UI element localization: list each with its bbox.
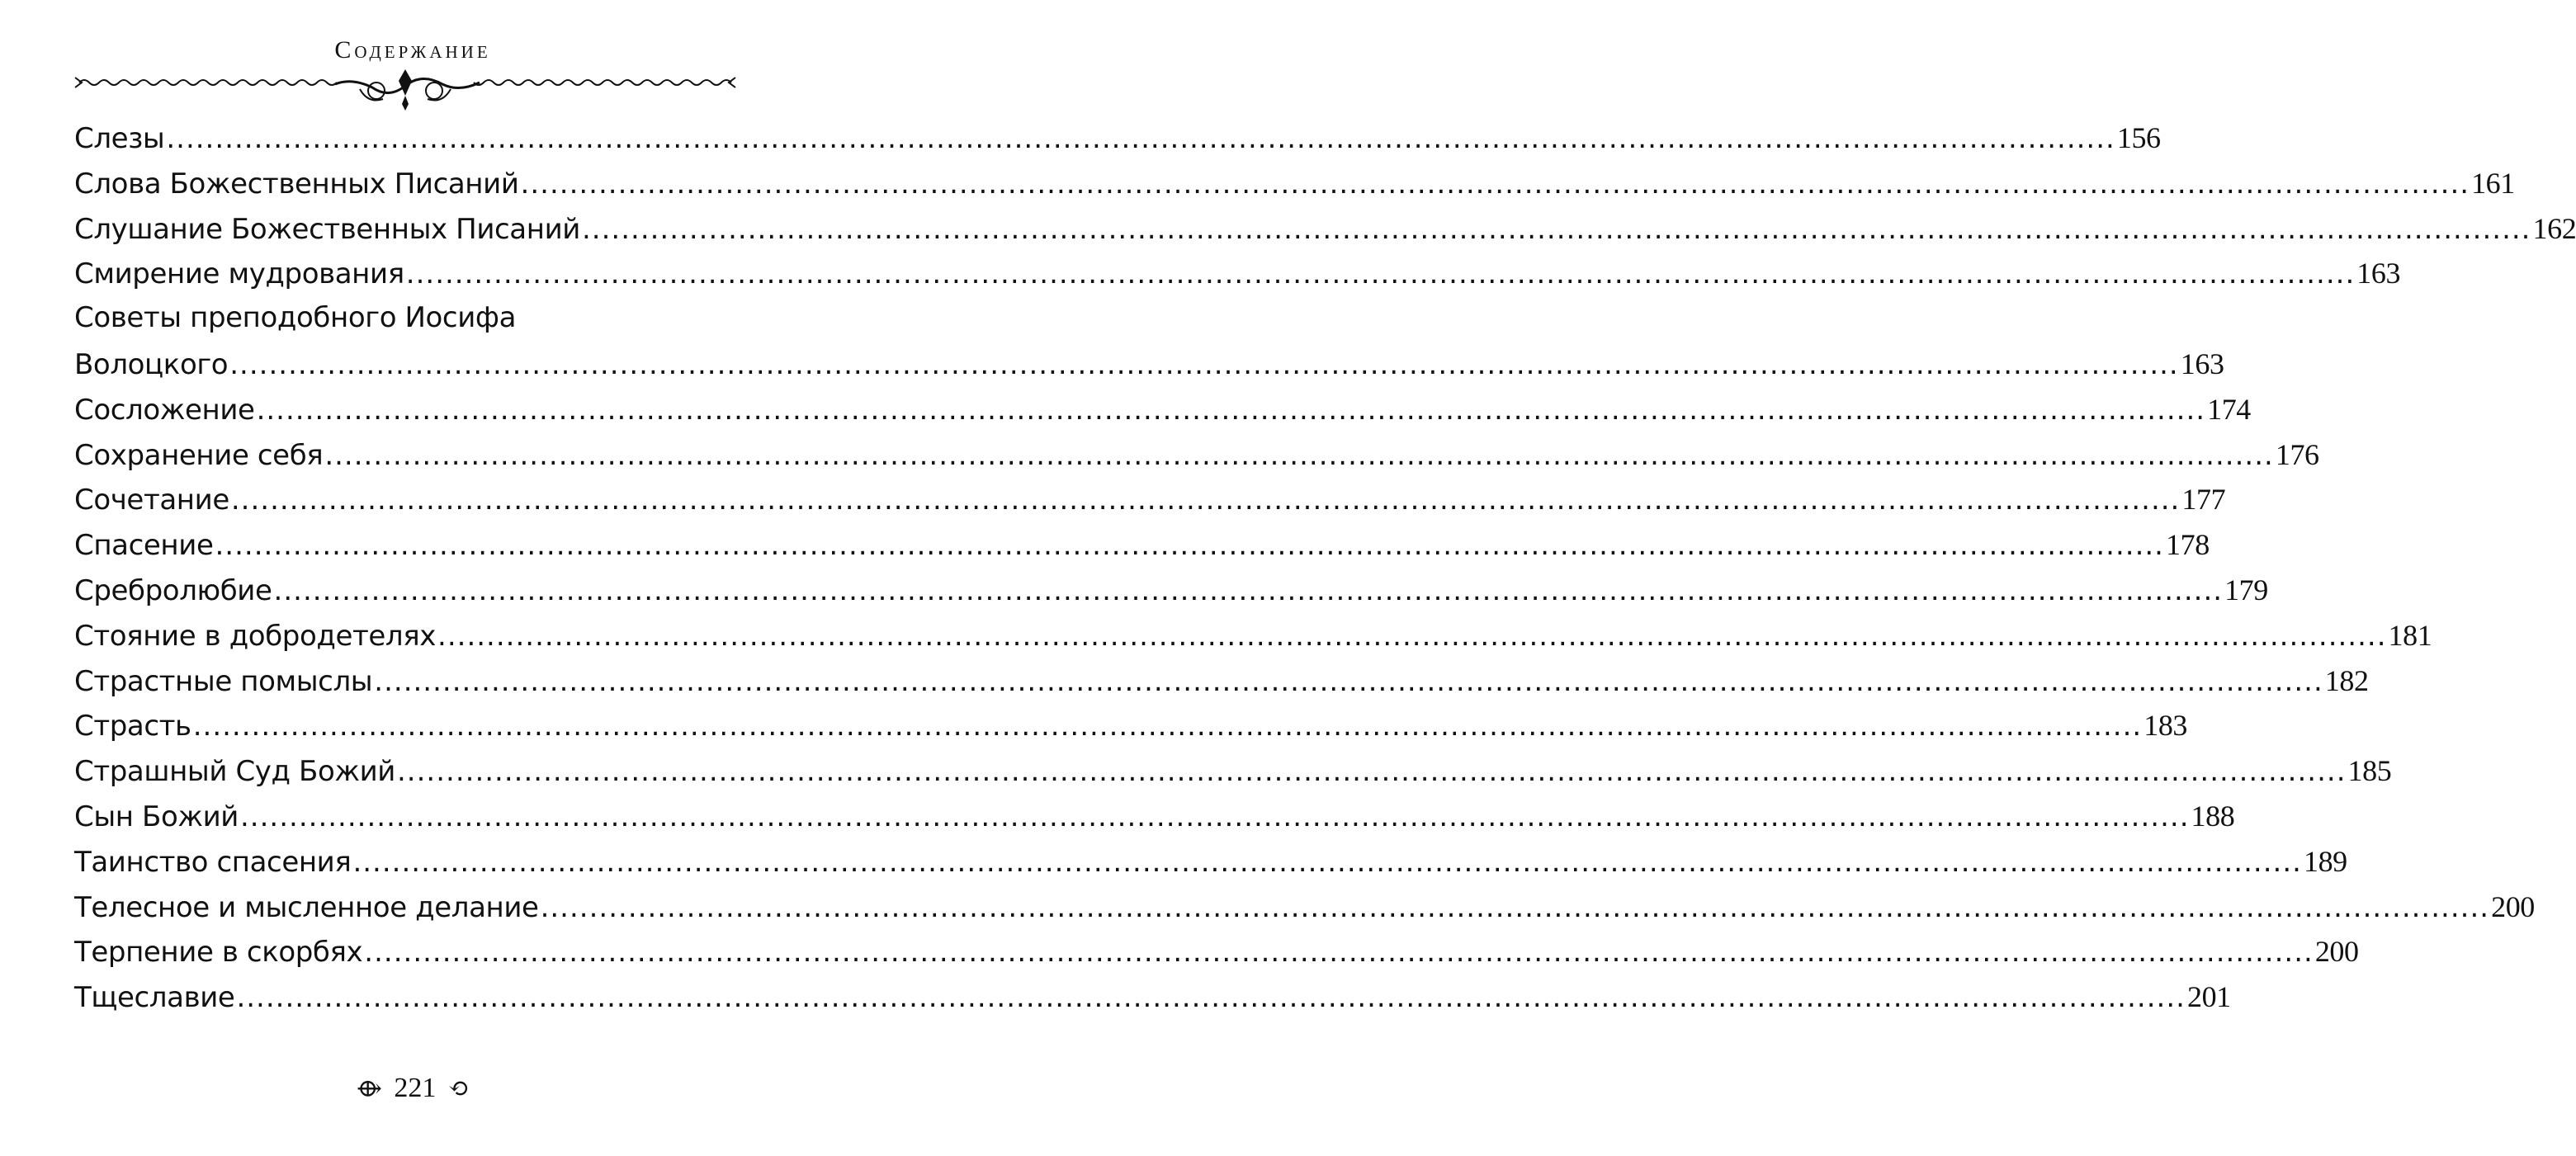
dot-leader: ........................................................................................................................................................................................................ (374, 664, 2323, 698)
dot-leader: ........................................................................................................................................................................................................ (230, 484, 2181, 517)
toc-entry-page: 185 (2347, 754, 2392, 788)
toc-entry-title: Телесное и мысленное делание (74, 890, 539, 924)
dot-leader: ........................................................................................................................................................................................................ (273, 573, 2224, 607)
toc-entry-page: 176 (2275, 437, 2319, 471)
toc-entry-title: Терпение в скорбях (74, 936, 363, 970)
toc-entry-title: Слушание Божественных Писаний (74, 212, 580, 246)
toc-entry (74, 844, 2347, 889)
toc-entry-continuation (74, 347, 2224, 392)
toc-entry-title: Страстные помыслы (74, 664, 373, 698)
dot-leader: ........................................................................................................................................................................................................ (352, 845, 2302, 879)
toc-entry (74, 799, 2235, 844)
toc-entry-title: Советы преподобного Иосифа (74, 301, 517, 335)
toc-entry (74, 934, 2359, 979)
toc-entry-title: Слезы (74, 122, 165, 155)
toc-entry (74, 120, 2161, 166)
toc-entry-page: 178 (2166, 528, 2210, 562)
toc-entry-title: Сочетание (74, 484, 229, 517)
toc-entry-title: Таинство спасения (74, 845, 352, 879)
toc-entry-page: 183 (2144, 709, 2188, 743)
dot-leader: ........................................................................................................................................................................................................ (229, 347, 2179, 381)
toc-entry (74, 573, 2268, 618)
dot-leader: ........................................................................................................................................................................................................ (256, 393, 2206, 427)
dot-leader: ........................................................................................................................................................................................................ (520, 167, 2470, 201)
toc-entry (74, 392, 2251, 437)
toc-entry-title: Страсть (74, 710, 191, 743)
toc-entry (74, 708, 2188, 753)
table-of-contents (74, 120, 2576, 1025)
toc-entry (74, 301, 733, 347)
toc-entry-page: 162 (2532, 211, 2576, 245)
toc-entry-page: 179 (2224, 573, 2268, 606)
toc-entry-title: Страшный Суд Божий (74, 755, 395, 789)
page-footer (0, 1073, 825, 1104)
toc-entry-title: Тщеславие (74, 981, 235, 1015)
scroll-ornament-icon: ⟴ (356, 1075, 382, 1102)
toc-entry-page: 188 (2191, 799, 2235, 833)
toc-entry-title: Сосложение (74, 393, 255, 427)
toc-entry-title: Сребролюбие (74, 573, 272, 607)
toc-entry-title: Слова Божественных Писаний (74, 167, 519, 201)
toc-entry (74, 753, 2392, 799)
dot-leader: ........................................................................................................................................................................................................ (581, 212, 2531, 246)
page-number: 221 (394, 1073, 437, 1103)
dot-leader: ........................................................................................................................................................................................................ (396, 755, 2347, 789)
scroll-ornament-icon: ⟲ (447, 1075, 470, 1102)
toc-entry-page: 181 (2388, 618, 2432, 652)
toc-entry-page: 156 (2116, 121, 2161, 154)
toc-entry (74, 256, 2401, 301)
toc-entry-page: 200 (2314, 935, 2359, 969)
toc-entry-title: Спасение (74, 529, 214, 563)
dot-leader: ........................................................................................................................................................................................................ (540, 890, 2490, 924)
toc-entry (74, 979, 2231, 1025)
toc-entry-page: 182 (2324, 663, 2369, 697)
toc-entry-title: Волоцкого (74, 347, 229, 381)
dot-leader: ........................................................................................................................................................................................................ (236, 981, 2186, 1015)
toc-entry (74, 166, 2515, 211)
toc-entry (74, 663, 2369, 709)
toc-entry-page: 189 (2303, 844, 2347, 878)
toc-entry-title: Стояние в добродетелях (74, 619, 437, 653)
toc-entry-page: 163 (2180, 347, 2224, 380)
ornamental-flourish-icon (71, 66, 740, 114)
toc-entry-title: Сохранение себя (74, 438, 324, 472)
dot-leader: ........................................................................................................................................................................................................ (364, 936, 2314, 970)
toc-entry (74, 211, 2576, 257)
toc-entry-page: 174 (2207, 392, 2251, 426)
toc-entry-page: 177 (2181, 483, 2226, 517)
dot-leader: ........................................................................................................................................................................................................ (437, 619, 2387, 653)
dot-leader: ........................................................................................................................................................................................................ (166, 122, 2115, 155)
toc-entry (74, 437, 2319, 483)
toc-entry-page: 161 (2471, 166, 2515, 200)
dot-leader: ........................................................................................................................................................................................................ (192, 710, 2143, 743)
toc-entry (74, 889, 2535, 935)
toc-entry-page: 163 (2356, 257, 2401, 290)
dot-leader: ........................................................................................................................................................................................................ (215, 529, 2164, 563)
toc-entry (74, 527, 2210, 573)
toc-entry-title: Смирение мудрования (74, 257, 404, 291)
dot-leader: ........................................................................................................................................................................................................ (405, 257, 2356, 291)
toc-entry-page: 201 (2186, 980, 2231, 1014)
page-header: Содержание (334, 36, 491, 64)
dot-leader: ........................................................................................................................................................................................................ (239, 800, 2190, 833)
toc-entry (74, 482, 2226, 527)
toc-entry (74, 618, 2432, 663)
dot-leader: ........................................................................................................................................................................................................ (324, 438, 2274, 472)
toc-entry-page: 200 (2491, 889, 2535, 923)
toc-entry-title: Сын Божий (74, 800, 239, 833)
